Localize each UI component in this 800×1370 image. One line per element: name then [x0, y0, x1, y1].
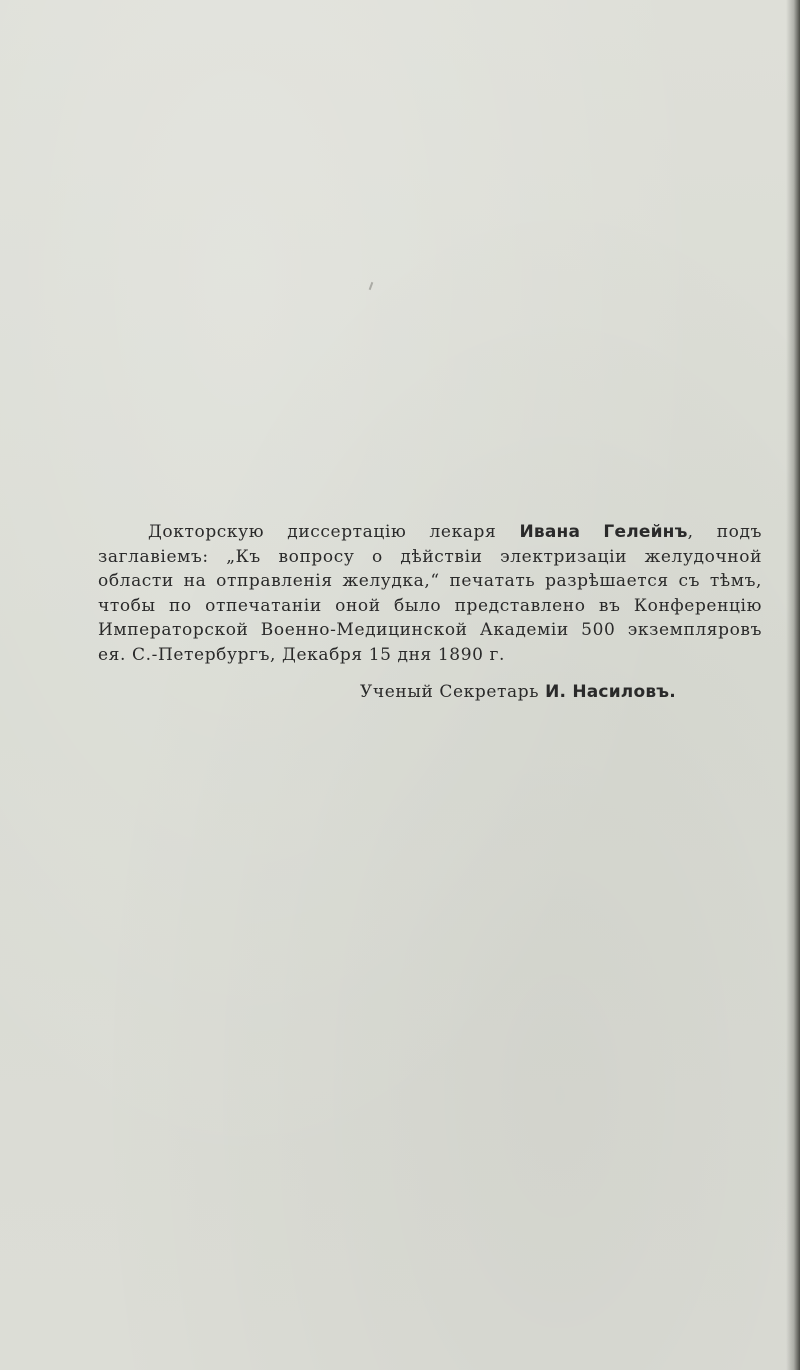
secretary-signature-line — [360, 680, 676, 704]
author-name: Ивана Гелейнъ — [519, 522, 688, 542]
permission-text — [98, 520, 762, 667]
secretary-title: Ученый Секретарь — [360, 682, 546, 702]
printing-permission-paragraph — [98, 520, 762, 667]
permission-text-start: Докторскую диссертацію лекаря — [148, 522, 520, 542]
permission-text-rest: , подъ заглавіемъ: „Къ вопросу о дѣйствіи электризаціи желудочной области на отправленія желудка,“ печатать разрѣшается съ тѣмъ, чтобы по отпечатаніи оной было представлено въ Конференцію Императорской Военно-Медицинской Академіи 500 экземпляровъ ея. С.-Петербургъ, Декабря 15 дня 1890 г. — [98, 522, 762, 665]
page-edge-shadow — [786, 0, 800, 1370]
secretary-name: И. Насиловъ. — [545, 682, 676, 702]
paper-mark — [369, 282, 374, 290]
